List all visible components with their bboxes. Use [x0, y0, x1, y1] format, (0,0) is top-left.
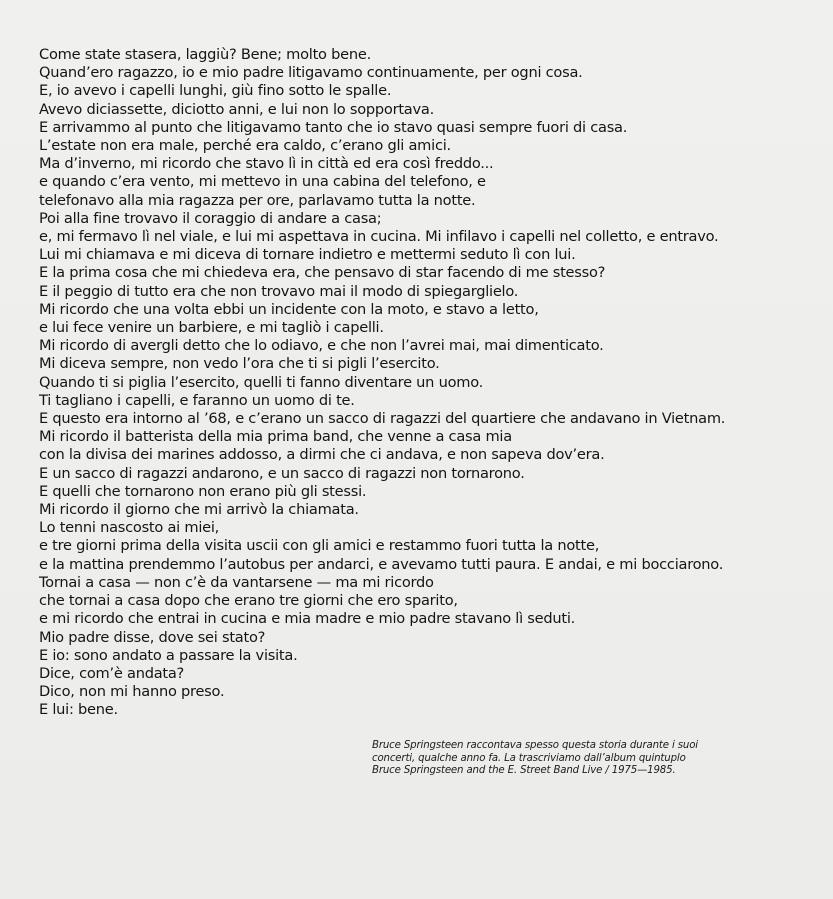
text-line: con la divisa dei marines addosso, a dirmi che ci andava, e non sapeva dov’era.	[39, 446, 605, 464]
text-line: L’estate non era male, perché era caldo, c’erano gli amici.	[39, 137, 451, 155]
text-line: Quand’ero ragazzo, io e mio padre litigavamo continuamente, per ogni cosa.	[39, 64, 583, 82]
text-line: telefonavo alla mia ragazza per ore, parlavamo tutta la notte.	[39, 191, 476, 209]
text-line: e lui fece venire un barbiere, e mi tagliò i capelli.	[39, 319, 384, 337]
text-line: Dico, non mi hanno preso.	[39, 683, 225, 701]
text-line: che tornai a casa dopo che erano tre giorni che ero sparito,	[39, 592, 458, 610]
text-line: E la prima cosa che mi chiedeva era, che pensavo di star facendo di me stesso?	[39, 264, 606, 282]
caption-line: Bruce Springsteen raccontava spesso questa storia durante i suoi	[372, 740, 698, 751]
text-line: E, io avevo i capelli lunghi, giù fino sotto le spalle.	[39, 82, 392, 100]
text-line: Lo tenni nascosto ai miei,	[39, 519, 220, 537]
text-line: Dice, com’è andata?	[39, 664, 185, 682]
caption-line: Bruce Springsteen and the E. Street Band Live / 1975—1985.	[372, 765, 676, 777]
text-line: Avevo diciassette, diciotto anni, e lui non lo sopportava.	[39, 100, 434, 118]
text-line: e tre giorni prima della visita uscii con gli amici e restammo fuori tutta la notte,	[39, 537, 600, 555]
text-line: Mi diceva sempre, non vedo l’ora che ti si pigli l’esercito.	[39, 355, 440, 373]
text-line: Mi ricordo il batterista della mia prima band, che venne a casa mia	[39, 428, 512, 446]
text-line: Mi ricordo di avergli detto che lo odiavo, e che non l’avrei mai, mai dimenticato.	[39, 337, 604, 355]
text-line: Mio padre disse, dove sei stato?	[39, 628, 266, 646]
text-line: Mi ricordo il giorno che mi arrivò la chiamata.	[39, 501, 359, 519]
text-line: Ti tagliano i capelli, e faranno un uomo di te.	[39, 391, 355, 409]
monologue-text	[39, 46, 829, 720]
text-line: e mi ricordo che entrai in cucina e mia madre e mio padre stavano lì seduti.	[39, 610, 576, 628]
caption	[372, 740, 792, 778]
text-line: E io: sono andato a passare la visita.	[39, 646, 298, 664]
text-line: Poi alla fine trovavo il coraggio di andare a casa;	[39, 209, 382, 227]
text-line: Ma d’inverno, mi ricordo che stavo lì in città ed era così freddo...	[39, 155, 494, 173]
text-line: E un sacco di ragazzi andarono, e un sacco di ragazzi non tornarono.	[39, 464, 525, 482]
text-line: E il peggio di tutto era che non trovavo mai il modo di spiegarglielo.	[39, 282, 519, 300]
text-line: E arrivammo al punto che litigavamo tanto che io stavo quasi sempre fuori di casa.	[39, 118, 628, 136]
text-line: Lui mi chiamava e mi diceva di tornare indietro e mettermi seduto lì con lui.	[39, 246, 576, 264]
text-line: e, mi fermavo lì nel viale, e lui mi aspettava in cucina. Mi infilavo i capelli nel colletto, e entravo.	[39, 228, 719, 246]
text-line: E lui: bene.	[39, 701, 118, 719]
text-line: Come state stasera, laggiù? Bene; molto bene.	[39, 46, 371, 63]
caption-line: concerti, qualche anno fa. La trascriviamo dall’album quintuplo	[372, 752, 686, 764]
text-line: E quelli che tornarono non erano più gli stessi.	[39, 482, 367, 500]
text-line: Mi ricordo che una volta ebbi un incidente con la moto, e stavo a letto,	[39, 300, 539, 318]
text-line: e quando c’era vento, mi mettevo in una cabina del telefono, e	[39, 173, 486, 191]
text-line: Tornai a casa — non c’è da vantarsene — ma mi ricordo	[39, 573, 434, 591]
text-line: e la mattina prendemmo l’autobus per andarci, e avevamo tutti paura. E andai, e mi bocciarono.	[39, 555, 724, 573]
text-line: Quando ti si piglia l’esercito, quelli ti fanno diventare un uomo.	[39, 373, 484, 391]
text-line: E questo era intorno al ’68, e c’erano un sacco di ragazzi del quartiere che andavano in Vietnam.	[39, 410, 726, 428]
